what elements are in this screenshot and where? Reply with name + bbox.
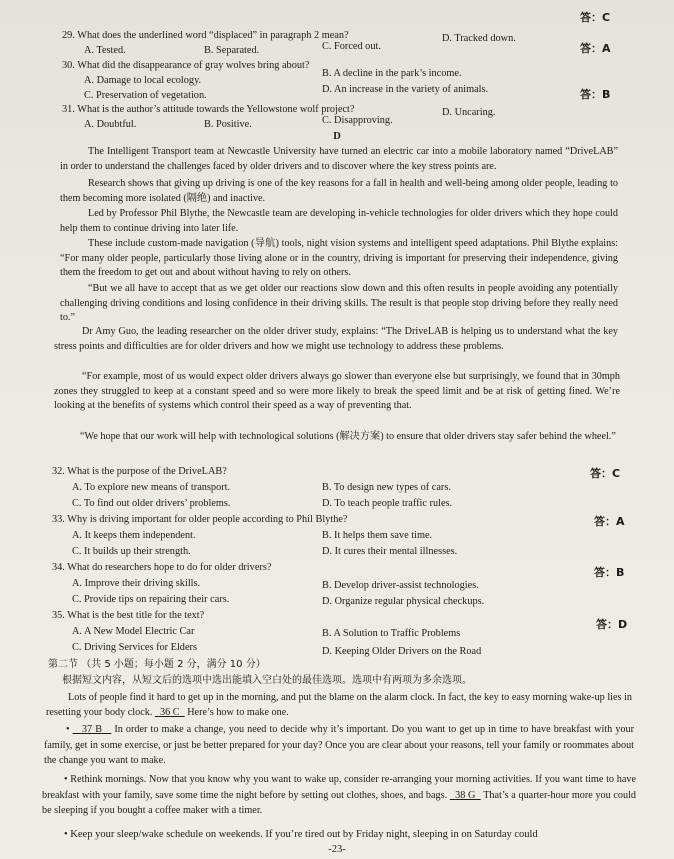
q29-option-d: D. Tracked down.: [442, 33, 516, 44]
q35-option-d: D. Keeping Older Drivers on the Road: [322, 646, 482, 657]
q29-option-a: A. Tested.: [84, 45, 126, 56]
cloze-paragraph-2: • 37 B In order to make a change, you need to decide why it’s important. Do you want to get up in time to have breakfast with your family, get in some exercise, or just be better prepared for your day? Once you are clear about your reasons, tell your family or roommates about the change you want to make.: [44, 724, 634, 766]
cloze-paragraph-4: • Keep your sleep/wake schedule on weekends. If you’re tired out by Friday night, sleeping in on Saturday could: [64, 829, 538, 840]
cloze-p1-end: Here’s how to make one.: [187, 707, 289, 718]
q32-option-c: C. To find out older drivers’ problems.: [72, 498, 231, 509]
cloze-p2-text: In order to make a change, you need to decide why it’s important. Do you want to get up in time to have breakfast with your family, get in some exercise, or just be better prepared for your day? Once you are clear about your reasons, tell your family or roommates about the change you want to make.: [44, 724, 634, 766]
question-32: 32. What is the purpose of the DriveLAB?: [52, 466, 227, 477]
q30-option-b: B. A decline in the park’s income.: [322, 68, 462, 79]
q32-option-b: B. To design new types of cars.: [322, 482, 451, 493]
passage-paragraph-7: “For example, most of us would expect older drivers always go slower than everyone else but surprisingly, we found that in 30mph zones they struggled to keep at a constant speed and so were more likely to break the speed limit and be at risk of getting fined. We’re looking at the benefits of systems which control their speed as a way of preventing that.: [54, 371, 620, 412]
q35-option-a: A. A New Model Electric Car: [72, 626, 195, 637]
q33-option-b: B. It helps them save time.: [322, 530, 433, 541]
answer-33: 答：A: [594, 515, 625, 528]
answer-35: 答：D: [596, 618, 628, 631]
answer-28: 答：C: [580, 11, 611, 24]
answer-29: 答：A: [580, 42, 611, 55]
q34-option-c: C. Provide tips on repairing their cars.: [72, 594, 230, 605]
cloze-paragraph-1: [46, 690, 632, 720]
q30-option-d: D. An increase in the variety of animals.: [322, 84, 489, 95]
passage-paragraph-8: “We hope that our work will help with technological solutions (解决方案) to ensure that older drivers stay safer behind the wheel.”: [80, 431, 616, 442]
passage-label-d: D: [333, 131, 341, 142]
section-2-heading: 第二节 （共 5 小题；每小题 2 分，满分 10 分）: [48, 659, 266, 670]
cloze-paragraph-3: [42, 772, 636, 819]
blank-38: 38 G: [455, 789, 476, 801]
cloze-p3-end: That’s a quarter-hour more you could be sleeping if you bought a coffee maker with a timer.: [42, 789, 637, 816]
q29-option-c: C. Forced out.: [322, 41, 381, 52]
q33-option-a: A. It keeps them independent.: [72, 530, 196, 541]
blank-36: 36 C: [160, 707, 180, 718]
answer-30: 答：B: [580, 88, 611, 101]
cloze-p1-text: Lots of people find it hard to get up in the morning, and put the blame on the alarm clock. In fact, the key to easy morning wake-up lies in resetting your body clock.: [46, 692, 632, 718]
q32-option-a: A. To explore new means of transport.: [72, 482, 231, 493]
question-34: 34. What do researchers hope to do for older drivers?: [52, 562, 272, 573]
q34-option-d: D. Organize regular physical checkups.: [322, 596, 485, 607]
answer-34: 答：B: [594, 566, 625, 579]
passage-paragraph-4: These include custom-made navigation (导航) tools, night vision systems and intelligent speed adaptations. Phil Blythe explains: “For many older people, particularly those living alone or in the country, driving is important for preserving their independence, giving them the freedom to get out and about without having to rely on others.: [60, 238, 618, 279]
question-33: 33. Why is driving important for older people according to Phil Blythe?: [52, 514, 348, 525]
question-31: 31. What is the author’s attitude towards the Yellowstone wolf project?: [62, 104, 355, 115]
q33-option-c: C. It builds up their strength.: [72, 546, 191, 557]
q33-option-d: D. It cures their mental illnesses.: [322, 546, 458, 557]
q31-option-b: B. Positive.: [204, 119, 252, 130]
q34-option-a: A. Improve their driving skills.: [72, 578, 201, 589]
passage-paragraph-6: Dr Amy Guo, the leading researcher on the older driver study, explains: “The DriveLAB is helping us to understand what the key stress points and difficulties are for older drivers and how we might use technology to address these problems.: [54, 326, 618, 352]
q35-option-c: C. Driving Services for Elders: [72, 642, 197, 653]
passage-paragraph-1: The Intelligent Transport team at Newcastle University have turned an electric car into a mobile laboratory named “DriveLAB” in order to understand the challenges faced by older drivers and to discover where the key stress points are.: [60, 146, 618, 172]
page-number: -23-: [328, 844, 346, 855]
answer-32: 答：C: [590, 467, 621, 480]
blank-37: 37 B: [81, 724, 102, 735]
q30-option-c: C. Preservation of vegetation.: [84, 90, 207, 101]
cloze-p3-text: • Rethink mornings. Now that you know why you want to wake up, consider re-arranging your morning activities. If you want time to have breakfast with your family, save some time the night before by setting out clothes, shoes, and bags.: [42, 774, 636, 801]
q35-option-b: B. A Solution to Traffic Problems: [322, 628, 461, 639]
passage-paragraph-3: Led by Professor Phil Blythe, the Newcastle team are developing in-vehicle technologies for older drivers which they hope could help them to continue driving into later life.: [60, 208, 618, 234]
question-29: 29. What does the underlined word “displaced” in paragraph 2 mean?: [62, 30, 349, 41]
q34-option-b: B. Develop driver-assist technologies.: [322, 580, 479, 591]
q31-option-a: A. Doubtful.: [84, 119, 137, 130]
passage-paragraph-5: “But we all have to accept that as we get older our reactions slow down and this often results in people avoiding any potentially challenging driving conditions and losing confidence in their driving skills. The result is that people stop driving before they really need to.”: [60, 283, 618, 324]
question-30: 30. What did the disappearance of gray wolves bring about?: [62, 60, 310, 71]
q31-option-c: C. Disapproving.: [322, 115, 393, 126]
q29-option-b: B. Separated.: [204, 45, 260, 56]
q31-option-d: D. Uncaring.: [442, 107, 496, 118]
q30-option-a: A. Damage to local ecology.: [84, 75, 202, 86]
passage-paragraph-2: Research shows that giving up driving is one of the key reasons for a fall in health and well-being among older people, leading to them becoming more isolated (隔绝) and inactive.: [60, 178, 618, 204]
question-35: 35. What is the best title for the text?: [52, 610, 205, 621]
section-2-instruction: 根据短文内容，从短文后的选项中选出能填入空白处的最佳选项。选项中有两项为多余选项。: [62, 675, 472, 686]
q32-option-d: D. To teach people traffic rules.: [322, 498, 453, 509]
